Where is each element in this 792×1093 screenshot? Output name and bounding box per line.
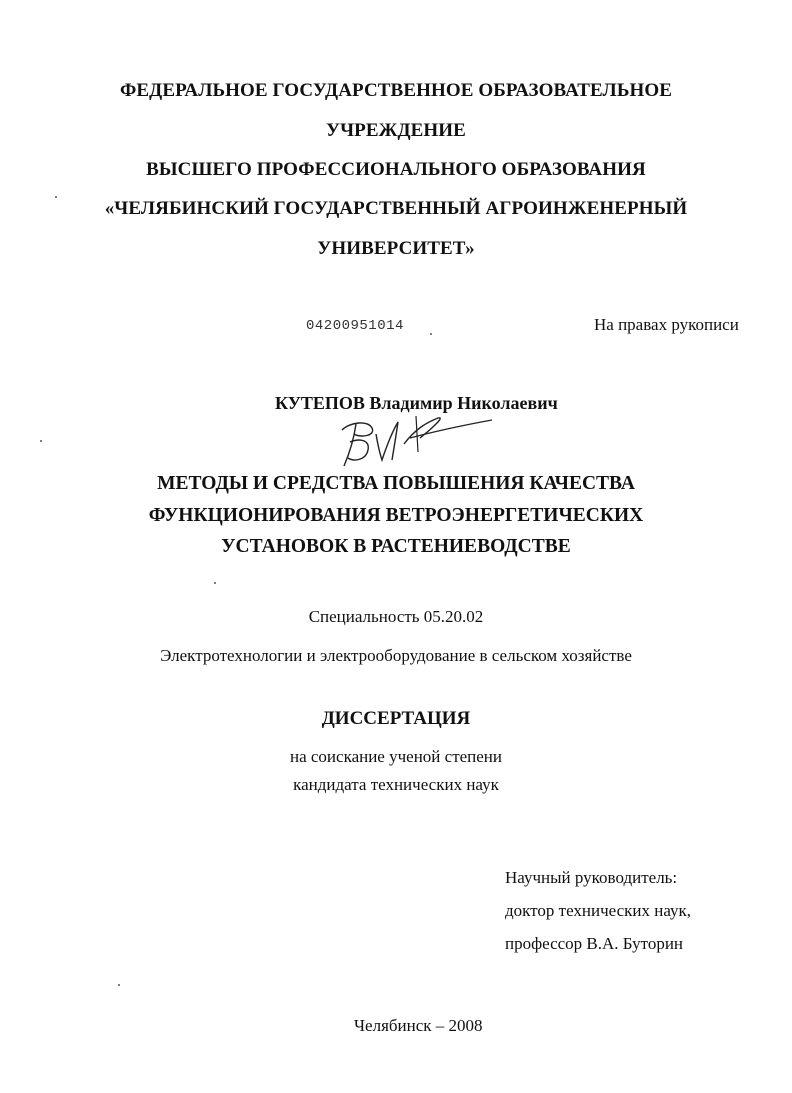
supervisor-name: профессор В.А. Буторин (505, 934, 684, 953)
rights-note: На правах рукописи (594, 315, 739, 334)
document-type: ДИССЕРТАЦИЯ (321, 708, 471, 729)
specialty-code: Специальность 05.20.02 (308, 607, 484, 626)
registry-number: 04200951014 (306, 318, 404, 334)
supervisor-label: Научный руководитель: (505, 868, 678, 887)
title-line-3: УСТАНОВОК В РАСТЕНИЕВОДСТВЕ (221, 536, 571, 557)
specialty-name: Электротехнологии и электрооборудование в сельском хозяйстве (160, 646, 632, 665)
supervisor-degree: доктор технических наук, (505, 901, 692, 920)
institution-line-1: ФЕДЕРАЛЬНОЕ ГОСУДАРСТВЕННОЕ ОБРАЗОВАТЕЛЬНОЕ (119, 80, 673, 101)
title-line-2: ФУНКЦИОНИРОВАНИЯ ВЕТРОЭНЕРГЕТИЧЕСКИХ (148, 505, 644, 526)
scan-speck (214, 582, 216, 584)
author-given-names: Владимир Николаевич (369, 393, 558, 413)
scan-speck (430, 333, 432, 335)
scan-speck (118, 984, 120, 986)
signature-icon (320, 408, 500, 472)
degree-line-2: кандидата технических наук (293, 775, 499, 794)
institution-line-3: ВЫСШЕГО ПРОФЕССИОНАЛЬНОГО ОБРАЗОВАНИЯ (146, 159, 646, 180)
degree-line-1: на соискание ученой степени (289, 747, 503, 766)
institution-line-5: УНИВЕРСИТЕТ» (317, 238, 475, 259)
title-line-1: МЕТОДЫ И СРЕДСТВА ПОВЫШЕНИЯ КАЧЕСТВА (157, 473, 635, 494)
institution-line-2: УЧРЕЖДЕНИЕ (326, 120, 466, 141)
scan-speck (55, 196, 57, 198)
author-surname: КУТЕПОВ (275, 393, 365, 413)
institution-line-4: «ЧЕЛЯБИНСКИЙ ГОСУДАРСТВЕННЫЙ АГРОИНЖЕНЕРНЫЙ (104, 198, 688, 219)
scan-speck (40, 440, 42, 442)
city-year: Челябинск – 2008 (354, 1016, 483, 1035)
